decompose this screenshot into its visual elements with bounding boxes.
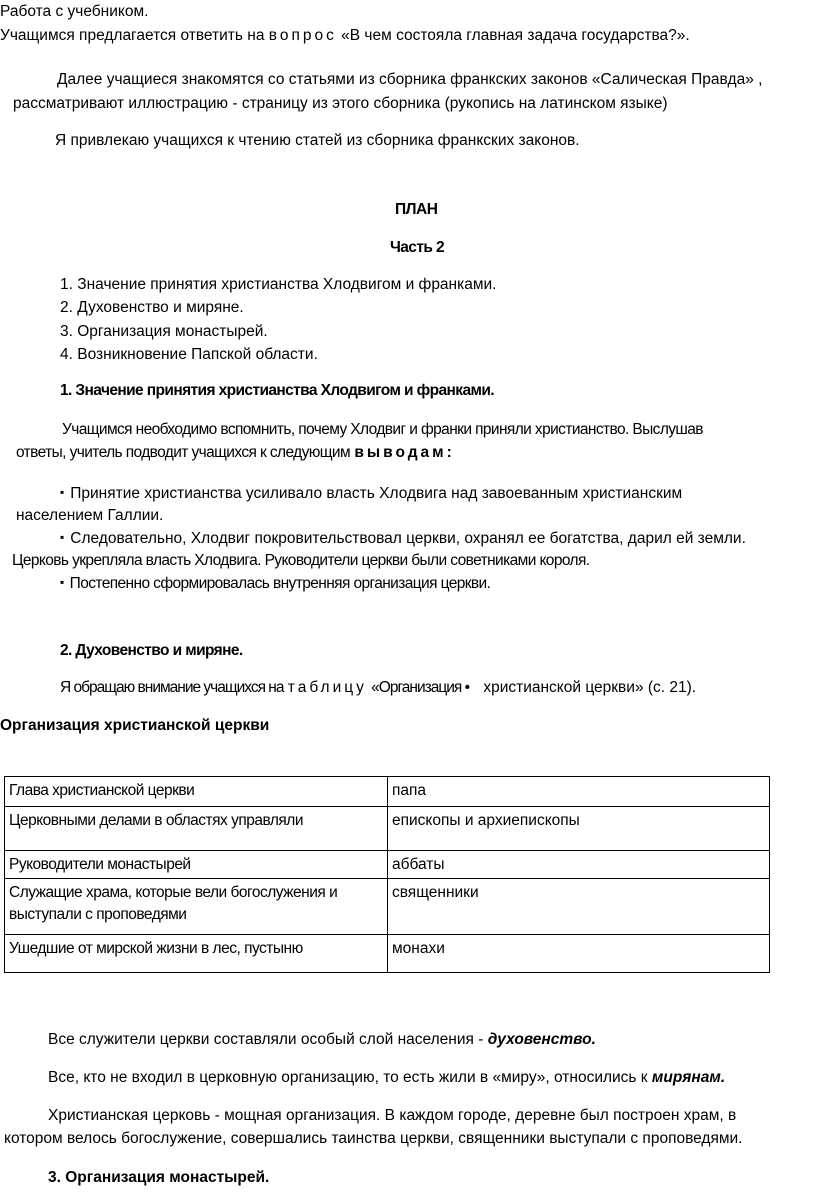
table-cell-role bbox=[5, 935, 388, 973]
table-title: Организация христианской церкви bbox=[0, 717, 270, 734]
intro-para1-line1: Далее учащиеся знакомятся со статьями из сборника франкских законов «Салическая Правда» , bbox=[57, 71, 763, 88]
church-organization-table bbox=[4, 776, 770, 973]
table-cell-title: монахи bbox=[388, 935, 770, 973]
table-reference-text: Я обращаю внимание учащихся на bbox=[60, 679, 284, 696]
section1-bullet-2 bbox=[60, 529, 746, 549]
bullet-text: Принятие христианства усиливало власть Хлодвига над завоеванным христианским bbox=[70, 485, 683, 502]
table-cell-role bbox=[5, 851, 388, 879]
table-cell-role bbox=[5, 879, 388, 935]
table-reference-spaced-word: таблицу bbox=[287, 679, 367, 696]
table-cell-text: Руководители монастырей bbox=[9, 856, 191, 873]
conclusion-church-line1: Христианская церковь - мощная организация. В каждом городе, деревне был построен храм, в bbox=[48, 1107, 737, 1124]
table-row bbox=[5, 807, 770, 851]
section1-conclusions-word: выводам bbox=[354, 444, 447, 461]
intro-para2: Я привлекаю учащихся к чтению статей из сборника франкских законов. bbox=[55, 132, 580, 149]
intro-question-prefix: Учащимся предлагается ответить на bbox=[0, 27, 265, 44]
section1-para-text: ответы, учитель подводит учащихся к следующим bbox=[16, 444, 351, 461]
plan-item-text: Духовенство и миряне. bbox=[77, 299, 244, 316]
table-cell-title: священники bbox=[388, 879, 770, 935]
bullet-icon: ▪ bbox=[60, 530, 65, 544]
intro-question-spaced-word: вопрос bbox=[268, 27, 337, 44]
bullet-text: Постепенно сформировалась внутренняя организация церкви. bbox=[69, 575, 491, 592]
section2-heading: 2. Духовенство и миряне. bbox=[60, 642, 243, 659]
table-cell-text: Глава христианской церкви bbox=[9, 782, 195, 799]
section1-bullet-3 bbox=[60, 574, 490, 594]
section2-table-reference bbox=[60, 678, 696, 698]
section1-para-line1: Учащимся необходимо вспомнить, почему Хлодвиг и франки приняли христианство. Выслушав bbox=[62, 421, 703, 438]
section1-bullet-2-cont: Церковь укрепляла власть Хлодвига. Руководители церкви были советниками короля. bbox=[12, 552, 590, 569]
section1-heading: 1. Значение принятия христианства Хлодвигом и франками. bbox=[60, 382, 494, 399]
plan-item-number: 1. bbox=[60, 276, 73, 293]
table-row bbox=[5, 879, 770, 935]
intro-line-1: Работа с учебником. bbox=[0, 3, 149, 20]
conclusion-text: Все служители церкви составляли особый слой населения - bbox=[48, 1031, 484, 1048]
intro-para1-line2: рассматривают иллюстрацию - страницу из этого сборника (рукопись на латинском языке) bbox=[13, 95, 668, 112]
table-reference-quote: «Организация • bbox=[371, 679, 470, 696]
plan-item-number: 2. bbox=[60, 299, 73, 316]
table-reference-quote-end: христианской церкви» (с. 21). bbox=[483, 679, 697, 696]
intro-question-line bbox=[0, 26, 690, 46]
intro-question-text: «В чем состояла главная задача государства?». bbox=[341, 27, 690, 44]
table-cell-role bbox=[5, 777, 388, 807]
table-cell-title: епископы и архиепископы bbox=[388, 807, 770, 851]
plan-item-number: 3. bbox=[60, 323, 73, 340]
plan-item bbox=[60, 345, 318, 365]
table-cell-text: Ушедшие от мирской жизни в лес, пустыню bbox=[9, 940, 303, 957]
plan-item-text: Возникновение Папской области. bbox=[77, 346, 318, 363]
term-laity: мирянам. bbox=[651, 1069, 726, 1086]
bullet-icon: ▪ bbox=[60, 485, 65, 499]
section1-para-line2 bbox=[16, 443, 452, 463]
table-cell-title: аббаты bbox=[388, 851, 770, 879]
section3-heading: 3. Организация монастырей. bbox=[48, 1169, 270, 1186]
plan-item-text: Организация монастырей. bbox=[77, 323, 268, 340]
table-cell-text: Церковными делами в областях управляли bbox=[9, 812, 303, 829]
plan-item bbox=[60, 275, 496, 295]
conclusion-church-line2: котором велось богослужение, совершались таинства церкви, священники выступали с проповедями. bbox=[4, 1130, 743, 1147]
table-row bbox=[5, 935, 770, 973]
plan-item-text: Значение принятия христианства Хлодвигом и франками. bbox=[77, 276, 497, 293]
term-clergy: духовенство. bbox=[487, 1031, 596, 1048]
table-cell-text: Служащие храма, которые вели богослужения и выступали с проповедями bbox=[9, 884, 338, 923]
section1-bullet-1 bbox=[60, 484, 682, 504]
bullet-icon: ▪ bbox=[60, 575, 64, 589]
conclusion-laity bbox=[48, 1068, 725, 1088]
table-row bbox=[5, 777, 770, 807]
plan-subtitle: Часть 2 bbox=[390, 239, 444, 256]
plan-title: ПЛАН bbox=[395, 201, 438, 218]
section1-bullet-1-cont: населением Галлии. bbox=[16, 507, 164, 524]
plan-item-number: 4. bbox=[60, 346, 73, 363]
section1-colon: : bbox=[446, 444, 452, 461]
plan-item bbox=[60, 322, 268, 342]
table-row bbox=[5, 851, 770, 879]
bullet-text: Следовательно, Хлодвиг покровительствовал церкви, охранял ее богатства, дарил ей земли. bbox=[70, 530, 746, 547]
conclusion-clergy bbox=[48, 1030, 596, 1050]
plan-item bbox=[60, 298, 244, 318]
conclusion-text: Все, кто не входил в церковную организацию, то есть жили в «миру», относились к bbox=[48, 1069, 648, 1086]
table-cell-role bbox=[5, 807, 388, 851]
table-cell-title: папа bbox=[388, 777, 770, 807]
